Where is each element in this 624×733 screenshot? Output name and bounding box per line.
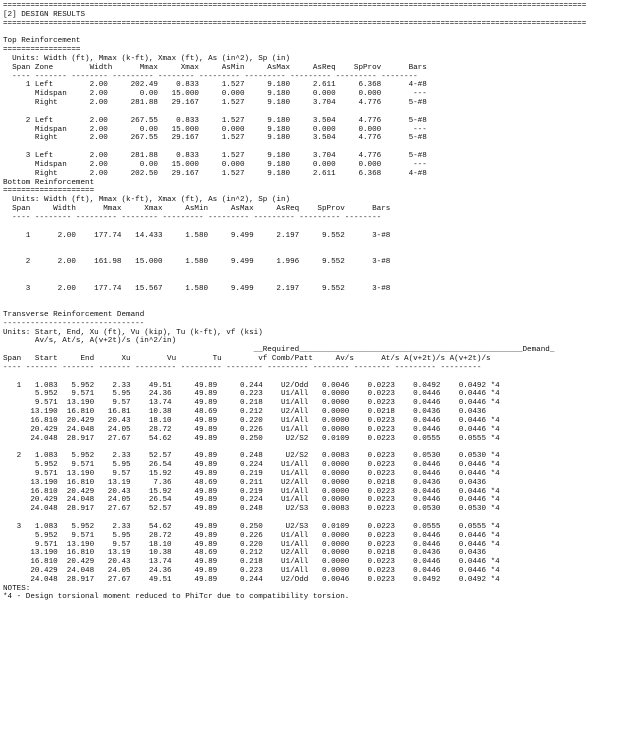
report-line: ================================================================================================================================	[3, 19, 587, 28]
report-line	[3, 373, 624, 382]
report-line	[3, 514, 624, 523]
report-line: 5.952 9.571 5.95 26.54 49.89 0.224 U1/All 0.0000 0.0223 0.0446 0.0446 *4	[3, 461, 500, 470]
report-line: Bottom Reinforcement	[3, 178, 95, 187]
report-line: ---- ------- -------- --------- -------- --------- --------- --------- --------- --------	[3, 72, 418, 81]
report-line: 5.952 9.571 5.95 28.72 49.89 0.226 U1/All 0.0000 0.0223 0.0446 0.0446 *4	[3, 531, 500, 540]
report-line: 2 2.00 161.98 15.000 1.580 9.499 1.996 9.552 3-#8	[3, 258, 391, 267]
report-line: Right 2.00 281.88 29.167 1.527 9.180 3.704 4.776 5-#8	[3, 99, 427, 108]
report-line: Right 2.00 267.55 29.167 1.527 9.180 3.504 4.776 5-#8	[3, 134, 427, 143]
report-line: 1 Left 2.00 202.49 0.833 1.527 9.180 2.611 6.368 4-#8	[3, 81, 427, 90]
report-line: 1 1.083 5.952 2.33 49.51 49.89 0.244 U2/Odd 0.0046 0.0223 0.0492 0.0492 *4	[3, 381, 500, 390]
report-line: -------------------------------	[3, 319, 145, 328]
report-line: Top Reinforcement	[3, 37, 81, 46]
report-line: 24.048 28.917 27.67 49.51 49.89 0.244 U2/Odd 0.0046 0.0223 0.0492 0.0492 *4	[3, 575, 500, 584]
report-line: 20.429 24.048 24.05 24.36 49.89 0.223 U1/All 0.0000 0.0223 0.0446 0.0446 *4	[3, 567, 500, 575]
report-line: 16.810 20.429 20.43 13.74 49.89 0.218 U1/All 0.0000 0.0223 0.0446 0.0446 *4	[3, 558, 500, 567]
report-line	[3, 276, 624, 285]
report-line: Units: Start, End, Xu (ft), Vu (kip), Tu (k-ft), vf (ksi)	[3, 328, 263, 337]
report-line: Midspan 2.00 0.00 15.000 0.000 9.180 0.000 0.000 ---	[3, 125, 427, 134]
report-line: 24.048 28.917 27.67 52.57 49.89 0.248 U2/S3 0.0083 0.0223 0.0530 0.0530 *4	[3, 505, 500, 514]
report-line: __Required_________________________________________________Demand_	[3, 346, 555, 355]
report-line: Av/s, At/s, A(v+2t)/s (in^2/in)	[3, 337, 177, 346]
report-line	[3, 302, 624, 311]
report-line: 3 1.083 5.952 2.33 54.62 49.89 0.250 U2/S3 0.0109 0.0223 0.0555 0.0555 *4	[3, 522, 500, 531]
report-line: ---- -------- --------- -------- --------- --------- --------- --------- --------	[3, 213, 382, 222]
report-line: ================================================================================================================================	[3, 2, 587, 10]
report-line: 13.190 16.810 13.19 7.36 48.69 0.211 U2/All 0.0000 0.0218 0.0436 0.0436	[3, 478, 487, 487]
report-line: 1 2.00 177.74 14.433 1.580 9.499 2.197 9.552 3-#8	[3, 231, 391, 240]
report-line	[3, 249, 624, 258]
report-line	[3, 443, 624, 452]
report-line: Transverse Reinforcement Demand	[3, 310, 145, 319]
report-line: 3 2.00 177.74 15.567 1.580 9.499 2.197 9.552 3-#8	[3, 284, 391, 293]
report-line: Span Zone Width Mmax Xmax AsMin AsMax AsReq SpProv Bars	[3, 63, 427, 72]
report-line: NOTES:	[3, 584, 31, 593]
report-line	[3, 143, 624, 152]
report-line	[3, 223, 624, 232]
report-line: 5.952 9.571 5.95 24.36 49.89 0.223 U1/All 0.0000 0.0223 0.0446 0.0446 *4	[3, 390, 500, 399]
report-line: Span Width Mmax Xmax AsMin AsMax AsReq SpProv Bars	[3, 205, 391, 214]
report-line	[3, 28, 624, 37]
report-line: =================	[3, 46, 81, 55]
report-line: Midspan 2.00 0.00 15.000 0.000 9.180 0.000 0.000 ---	[3, 160, 427, 169]
report-line: 20.429 24.048 24.05 28.72 49.89 0.226 U1/All 0.0000 0.0223 0.0446 0.0446 *4	[3, 425, 500, 434]
report-line: 3 Left 2.00 281.88 0.833 1.527 9.180 3.704 4.776 5-#8	[3, 152, 427, 161]
report-line: ====================	[3, 187, 95, 196]
report-line	[3, 293, 624, 302]
report-line: 2 1.083 5.952 2.33 52.57 49.89 0.248 U2/S2 0.0083 0.0223 0.0530 0.0530 *4	[3, 452, 500, 461]
report-line: Right 2.00 202.50 29.167 1.527 9.180 2.611 6.368 4-#8	[3, 169, 427, 178]
report-line: 24.048 28.917 27.67 54.62 49.89 0.250 U2/S2 0.0109 0.0223 0.0555 0.0555 *4	[3, 434, 500, 443]
report-line: 16.810 20.429 20.43 18.10 49.89 0.220 U1/All 0.0000 0.0223 0.0446 0.0446 *4	[3, 416, 500, 425]
report-line: 9.571 13.190 9.57 18.10 49.89 0.220 U1/All 0.0000 0.0223 0.0446 0.0446 *4	[3, 540, 500, 549]
report-line	[3, 108, 624, 117]
report-line: 20.429 24.048 24.05 26.54 49.89 0.224 U1/All 0.0000 0.0223 0.0446 0.0446 *4	[3, 496, 500, 505]
report-line: *4 - Design torsional moment reduced to PhiTcr due to compatibility torsion.	[3, 593, 350, 602]
report-line: 2 Left 2.00 267.55 0.833 1.527 9.180 3.504 4.776 5-#8	[3, 116, 427, 125]
report-line: 13.190 16.810 13.19 10.38 48.69 0.212 U2/All 0.0000 0.0218 0.0436 0.0436	[3, 549, 487, 558]
report-line: ---- ------- ------- ------- --------- --------- -------- --------- -------- -------- --------- ---------	[3, 363, 482, 372]
report-line: 9.571 13.190 9.57 15.92 49.89 0.219 U1/All 0.0000 0.0223 0.0446 0.0446 *4	[3, 469, 500, 478]
report-line: Midspan 2.00 0.00 15.000 0.000 9.180 0.000 0.000 ---	[3, 90, 427, 99]
report-line: 16.810 20.429 20.43 15.92 49.89 0.219 U1/All 0.0000 0.0223 0.0446 0.0446 *4	[3, 487, 500, 496]
report-line: Span Start End Xu Vu Tu vf Comb/Patt Av/s At/s A(v+2t)/s A(v+2t)/s	[3, 355, 491, 364]
report-line: 9.571 13.190 9.57 13.74 49.89 0.218 U1/All 0.0000 0.0223 0.0446 0.0446 *4	[3, 399, 500, 408]
report-line: [2] DESIGN RESULTS	[3, 10, 86, 19]
report-line: Units: Width (ft), Mmax (k-ft), Xmax (ft), As (in^2), Sp (in)	[3, 54, 291, 63]
report-line	[3, 267, 624, 276]
report-line	[3, 240, 624, 249]
report-line: Units: Width (ft), Mmax (k-ft), Xmax (ft), As (in^2), Sp (in)	[3, 196, 291, 205]
report-line: 13.190 16.810 16.81 10.38 48.69 0.212 U2/All 0.0000 0.0218 0.0436 0.0436	[3, 408, 487, 417]
